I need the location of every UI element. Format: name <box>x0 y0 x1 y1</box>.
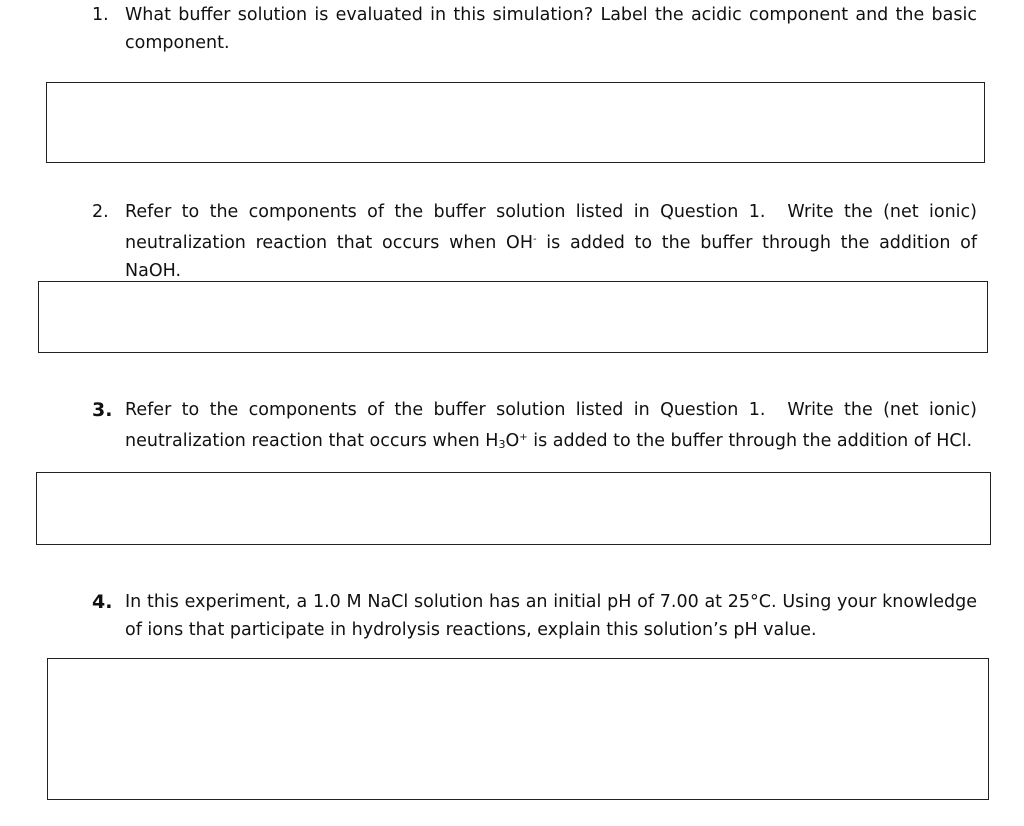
question-text-part: Write the (net ionic) neutralization reaction that occurs when OH <box>125 202 977 253</box>
question-text <box>125 396 977 459</box>
superscript: - <box>532 234 537 245</box>
question-text-part: Refer to the components of the buffer solution listed in Question 1. <box>125 400 766 420</box>
question-text-part: Refer to the components of the buffer solution listed in Question 1. <box>125 202 766 222</box>
question-4 <box>92 588 977 644</box>
question-text-part: is added to the buffer through the addition of NaOH. <box>125 233 977 281</box>
question-number: 1. <box>92 5 109 25</box>
question-number: 2. <box>92 202 109 222</box>
question-text: What buffer solution is evaluated in this simulation? Label the acidic component and the basic component. <box>125 5 977 53</box>
question-2 <box>92 198 977 285</box>
question-3 <box>92 396 977 459</box>
question-1 <box>92 1 977 57</box>
question-text-part: O <box>505 431 520 451</box>
question-number: 3. <box>92 399 113 421</box>
superscript: + <box>519 432 528 443</box>
question-text-part: Write the (net ionic) neutralization reaction that occurs when H <box>125 400 977 451</box>
question-text: In this experiment, a 1.0 M NaCl solution has an initial pH of 7.00 at 25°C. Using your knowledge of ions that participate in hydrolysis reactions, explain this solution’s pH value. <box>125 592 977 640</box>
question-text <box>125 198 977 285</box>
answer-box-3[interactable] <box>36 472 991 545</box>
question-text-part: is added to the buffer through the addition of HCl. <box>527 431 973 451</box>
answer-box-1[interactable] <box>46 82 985 163</box>
subscript: 3 <box>498 438 506 451</box>
answer-box-2[interactable] <box>38 281 988 353</box>
answer-box-4[interactable] <box>47 658 989 800</box>
question-number: 4. <box>92 591 113 613</box>
